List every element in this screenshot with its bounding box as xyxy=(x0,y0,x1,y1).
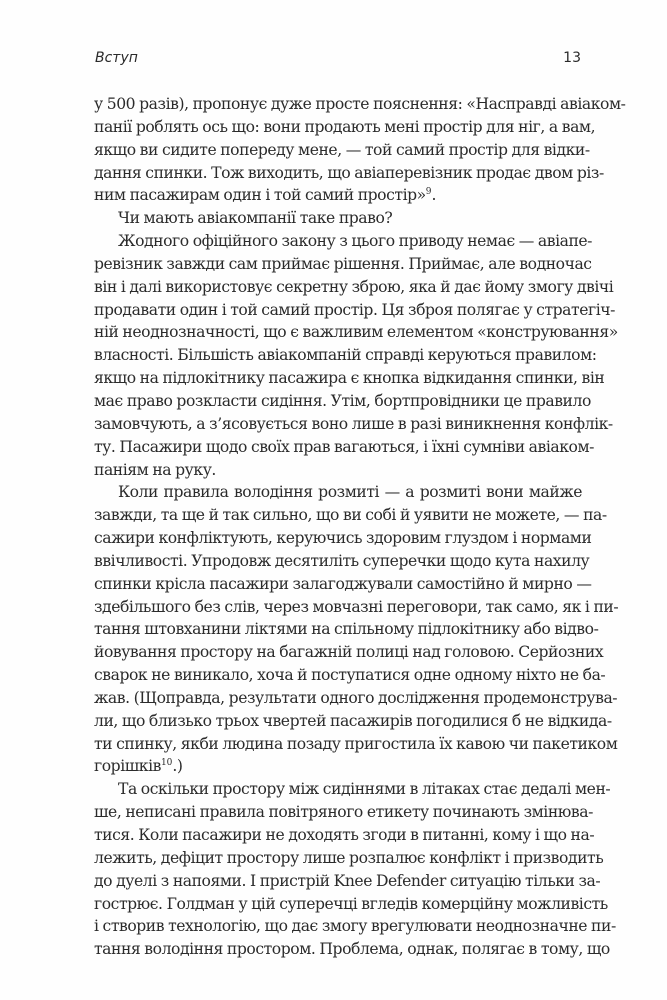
text-line: тання штовханини ліктями на спільному підлокітнику або відво- xyxy=(94,620,599,639)
paragraph xyxy=(94,230,618,481)
text-line: спинки крісла пасажири залагоджували самостійно й мирно — xyxy=(94,574,592,593)
text-line: якщо на підлокітнику пасажира є кнопка відкидання спинки, він xyxy=(94,369,605,388)
text-line: ти спинку, якби людина позаду пригостила їх кавою чи пакетиком xyxy=(94,734,618,753)
text-line: паніям на руку. xyxy=(94,460,216,479)
text-line: сажири конфліктують, керуючись здоровим глуздом і нормами xyxy=(94,529,592,548)
text-line: Та оскільки простору між сидіннями в літаках стає дедалі мен- xyxy=(118,780,611,799)
paragraph xyxy=(94,778,616,961)
text-line: панії роблять ось що: вони продають мені простір для ніг, а вам, xyxy=(94,117,596,136)
text-line: і створив технологію, що дає змогу врегулювати неоднозначне пи- xyxy=(94,917,616,936)
text-line: до дуелі з напоями. І пристрій Knee Defender ситуацію тільки за- xyxy=(94,871,601,890)
text-line: ній неоднозначності, що є важливим елементом «конструювання» xyxy=(94,323,618,342)
paragraph xyxy=(94,93,626,207)
text-line: замовчують, а з’ясовується воно лише в разі виникнення конфлік- xyxy=(94,414,613,433)
running-header xyxy=(95,50,581,70)
text-line: йовування простору на багажній полиці над головою. Серйозних xyxy=(94,643,604,662)
text-line: Чи мають авіакомпанії таке право? xyxy=(118,209,393,228)
text-line: ним пасажирам один і той самий простір»$^9$. xyxy=(94,186,436,205)
page-number: 13 xyxy=(563,50,581,66)
text-line: Жодного офіційного закону з цього приводу немає — авіапе- xyxy=(118,232,592,251)
body-text xyxy=(94,93,626,961)
text-line: жав. (Щоправда, результати одного дослідження продемонструва- xyxy=(94,688,618,707)
paragraph xyxy=(94,481,619,778)
text-line: ревізник завжди сам приймає рішення. Приймає, але водночас xyxy=(94,254,592,273)
paragraph xyxy=(94,207,582,230)
text-line: горішків$^{10}$.) xyxy=(94,757,183,776)
text-line: у 500 разів), пропонує дуже просте пояснення: «Насправді авіаком- xyxy=(94,95,626,113)
text-line: ли, що близько трьох чвертей пасажирів погодилися б не відкида- xyxy=(94,711,612,730)
text-line: має право розкласти сидіння. Утім, бортпровідники це правило xyxy=(94,391,591,410)
chapter-title: Вступ xyxy=(95,50,138,66)
text-line: він і далі використовує секретну зброю, яка й дає йому змогу двічі xyxy=(94,277,614,296)
text-line: ше, неписані правила повітряного етикету починають змінюва- xyxy=(94,803,593,822)
text-line: сварок не виникало, хоча й поступатися одне одному ніхто не ба- xyxy=(94,666,606,685)
text-line: тися. Коли пасажири не доходять згоди в питанні, кому і що на- xyxy=(94,826,595,844)
text-line: дання спинки. Тож виходить, що авіаперевізник продає двом різ- xyxy=(94,163,604,182)
text-line: ввічливості. Упродовж десятиліть суперечки щодо кута нахилу xyxy=(94,551,590,570)
text-line: власності. Більшість авіакомпаній справді керуються правилом: xyxy=(94,346,597,365)
text-line: продавати один і той самий простір. Ця зброя полягає у стратегіч- xyxy=(94,300,615,319)
footnote-reference[interactable]: 10 xyxy=(160,758,173,769)
text-line: лежить, дефіцит простору лише розпалює конфлікт і призводить xyxy=(94,848,604,867)
text-line: Коли правила володіння розмиті — а розмиті вони майже xyxy=(118,483,582,502)
footnote-reference[interactable]: 9 xyxy=(425,187,432,198)
text-line: якщо ви сидите попереду мене, — той самий простір для відки- xyxy=(94,140,590,159)
text-line: завжди, та ще й так сильно, що ви собі й уявити не можете, — па- xyxy=(94,506,607,525)
text-line: гострює. Голдман у цій суперечці вгледів комерційну можливість xyxy=(94,894,608,913)
text-line: здебільшого без слів, через мовчазні переговори, так само, як і пи- xyxy=(94,597,619,616)
text-line: тання володіння простором. Проблема, однак, полягає в тому, що xyxy=(94,940,610,959)
text-line: ту. Пасажири щодо своїх прав вагаються, і їхні сумніви авіаком- xyxy=(94,437,594,456)
